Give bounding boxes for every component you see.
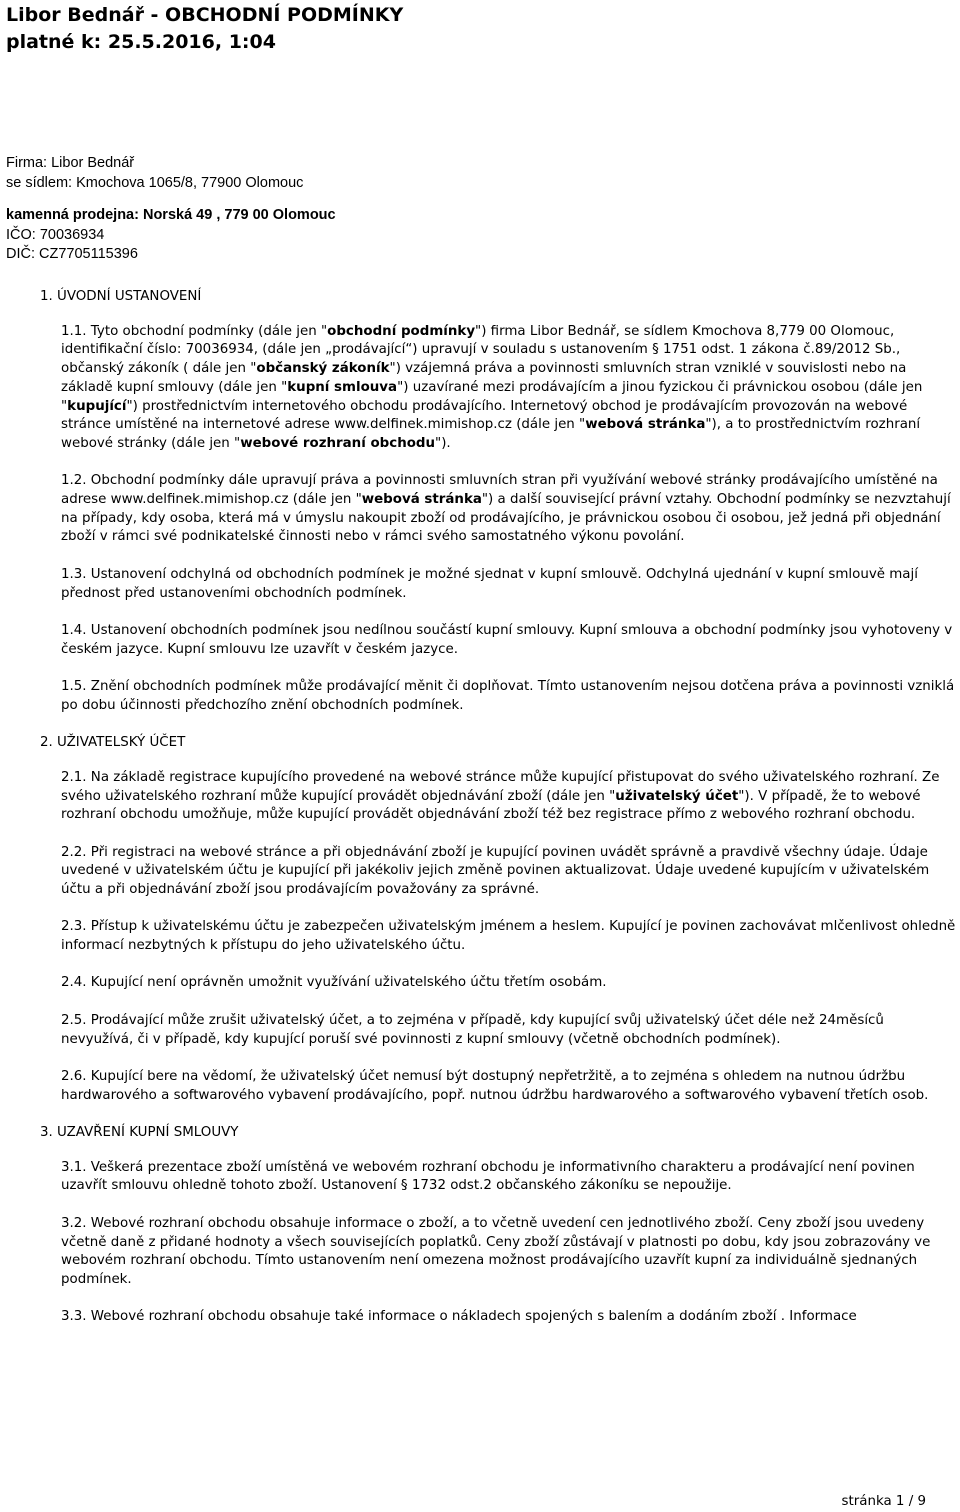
validity-date: platné k: 25.5.2016, 1:04 [6,31,276,53]
clause-paragraph [61,1159,957,1196]
spacer [6,193,336,206]
clause-text: 3.2. Webové rozhraní obchodu obsahuje informace o zboží, a to včetně uvedení cen jednotlivého zboží. Ceny zboží jsou uvedeny včetně daně z přidané hodnoty a všech souvisejících poplatků. Ceny zboží zůstávají v platnosti po dobu, kdy jsou zobrazovány ve webovém rozhraní obchodu. Tímto ustanovením není omezena možnost prodávajícího uzavřít kupní za individuálně sjednaných podmínek. [61,1215,931,1287]
clause-paragraph [61,678,957,715]
clause-text: "). [435,435,451,451]
clause-paragraph [61,472,957,547]
clause-text: 2.6. Kupující bere na vědomí, že uživatelský účet nemusí být dostupný nepřetržitě, a to zejména s ohledem na nutnou údržbu hardwarového a softwarového vybavení prodávajícího, popř. nutnou údržbu hardwarového a softwarového vybavení třetích osob. [61,1068,929,1103]
defined-term: webové rozhraní obchodu [240,435,436,451]
defined-term: uživatelský účet [615,788,739,804]
clause-paragraph [61,1068,957,1105]
clause-text: "). V případě, že to webové rozhraní obchodu umožňuje, může kupující provádět objednávání zboží též bez registrace přímo z webového rozhraní obchodu. [61,788,921,823]
clause-text: 2.3. Přístup k uživatelskému účtu je zabezpečen uživatelským jménem a heslem. Kupující je povinen zachovávat mlčenlivost ohledně informací nezbytných k přístupu do jeho uživatelského účtu. [61,919,956,954]
section-3 [0,1124,960,1327]
clause-text: 3.1. Veškerá prezentace zboží umístěná ve webovém rozhraní obchodu je informativního charakteru a prodávající není povinen uzavřít smlouvu ohledně tohoto zboží. Ustanovení § 1732 odst.2 občanského zákoníku se nepoužije. [61,1159,915,1194]
clause-text: 2.4. Kupující není oprávněn umožnit využívání uživatelského účtu třetím osobám. [61,975,607,991]
defined-term: webová stránka [361,492,482,508]
section-title: 2. UŽIVATELSKÝ ÚČET [40,735,186,751]
clause-text: 1.4. Ustanovení obchodních podmínek jsou nedílnou součástí kupní smlouvy. Kupní smlouva a obchodní podmínky jsou vyhotoveny v českém jazyce. Kupní smlouvu lze uzavřít v českém jazyce. [61,622,953,657]
clause-paragraph [61,622,957,659]
clause-paragraph [61,974,957,993]
terms-content [0,288,960,1346]
page-number: stránka 1 / 9 [841,1494,926,1509]
defined-term: kupní smlouva [287,379,398,395]
clause-text: 2.1. Na základě registrace kupujícího provedené na webové stránce může kupující přistupovat do svého uživatelského rozhraní. Ze svého uživatelského rozhraní může kupující provádět objednávání zboží (dále jen " [61,769,940,804]
document-title: Libor Bednář - OBCHODNÍ PODMÍNKY [6,4,404,26]
clause-paragraph [61,844,957,900]
company-store: kamenná prodejna: Norská 49 , 779 00 Olomouc [6,207,336,223]
clause-text: ") firma Libor Bednář, se sídlem Kmochova 8,779 00 Olomouc, identifikační číslo: 70036934, (dále jen „prodávající“) upravují v souladu s ustanovením § 1751 odst. 1 zákona č.89/2012 Sb., občanský zákoník ( dále jen " [61,323,901,377]
clause-text: 3.3. Webové rozhraní obchodu obsahuje také informace o nákladech spojených s balením a dodáním zboží . Informace [61,1309,857,1325]
section-1 [0,288,960,715]
section-title: 3. UZAVŘENÍ KUPNÍ SMLOUVY [40,1125,239,1141]
clause-paragraph [61,918,957,955]
company-info [6,154,336,265]
clause-text: ") prostřednictvím internetového obchodu prodávajícího. Internetový obchod je prodávajícím provozován na webové stránce umístěné na internetové adrese www.delfinek.mimishop.cz (dále jen " [61,398,908,433]
company-seat: se sídlem: Kmochova 1065/8, 77900 Olomouc [6,174,304,191]
section-2 [0,734,960,1105]
clause-text: 1.2. Obchodní podmínky dále upravují práva a povinnosti smluvních stran při využívání webové stránky prodávajícího umístěné na adrese www.delfinek.mimishop.cz (dále jen " [61,473,938,508]
clause-text: 1.5. Znění obchodních podmínek může prodávající měnit či doplňovat. Tímto ustanovením nejsou dotčena práva a povinnosti vzniklá po dobu účinnosti předchozího znění obchodních podmínek. [61,679,955,713]
clause-paragraph [61,323,957,454]
clause-paragraph [61,1308,957,1327]
company-firm: Firma: Libor Bednář [6,155,135,171]
section-title: 1. ÚVODNÍ USTANOVENÍ [40,289,202,304]
defined-term: kupující [67,398,127,414]
defined-term: občanský zákoník [256,361,390,377]
clause-text: ") uzavírané mezi prodávajícím a jinou fyzickou či právnickou osobou (dále jen " [61,379,923,414]
clause-text: 2.5. Prodávající může zrušit uživatelský účet, a to zejména v případě, kdy kupující svůj uživatelský účet déle než 24měsíců nevyužívá, či v případě, kdy kupující poruší své povinnosti z kupní smlouvy (včetně obchodních podmínek). [61,1012,884,1047]
clause-text: "), a to prostřednictvím rozhraní webové stránky (dále jen " [61,417,921,451]
clause-text: ") vzájemná práva a povinnosti smluvních stran vzniklé v souvislosti nebo na základě kupní smlouvy (dále jen " [61,361,907,395]
document-header [6,2,403,56]
company-ico: IČO: 70036934 [6,226,105,243]
clause-text: 1.3. Ustanovení odchylná od obchodních podmínek je možné sjednat v kupní smlouvě. Odchylná ujednání v kupní smlouvě mají přednost před ustanoveními obchodních podmínek. [61,566,918,601]
company-dic: DIČ: CZ7705115396 [6,246,138,262]
clause-paragraph [61,1215,957,1290]
defined-term: webová stránka [585,417,706,433]
clause-paragraph [61,566,957,603]
clause-paragraph [61,769,957,825]
clause-text: ") a další související právní vztahy. Obchodní podmínky se nezvztahují na případy, kdy osoba, která má v úmyslu nakoupit zboží od prodávajícího, je právnickou osobou či osobou, jež jedná při objednání zboží v rámci své podnikatelské činnosti nebo v rámci svého samostatného výkonu povolání. [61,492,951,545]
clause-paragraph [61,1012,957,1049]
clause-text: 2.2. Při registraci na webové stránce a při objednávání zboží je kupující povinen uvádět správně a pravdivě všechny údaje. Údaje uvedené v uživatelském účtu je kupující při jakékoliv jejich změně povinen aktualizovat. Údaje uvedené kupujícím v uživatelském účtu a při objednávání zboží jsou prodávajícím považovány za správné. [61,844,930,897]
clause-text: 1.1. Tyto obchodní podmínky (dále jen " [61,323,328,339]
defined-term: obchodní podmínky [327,323,476,339]
